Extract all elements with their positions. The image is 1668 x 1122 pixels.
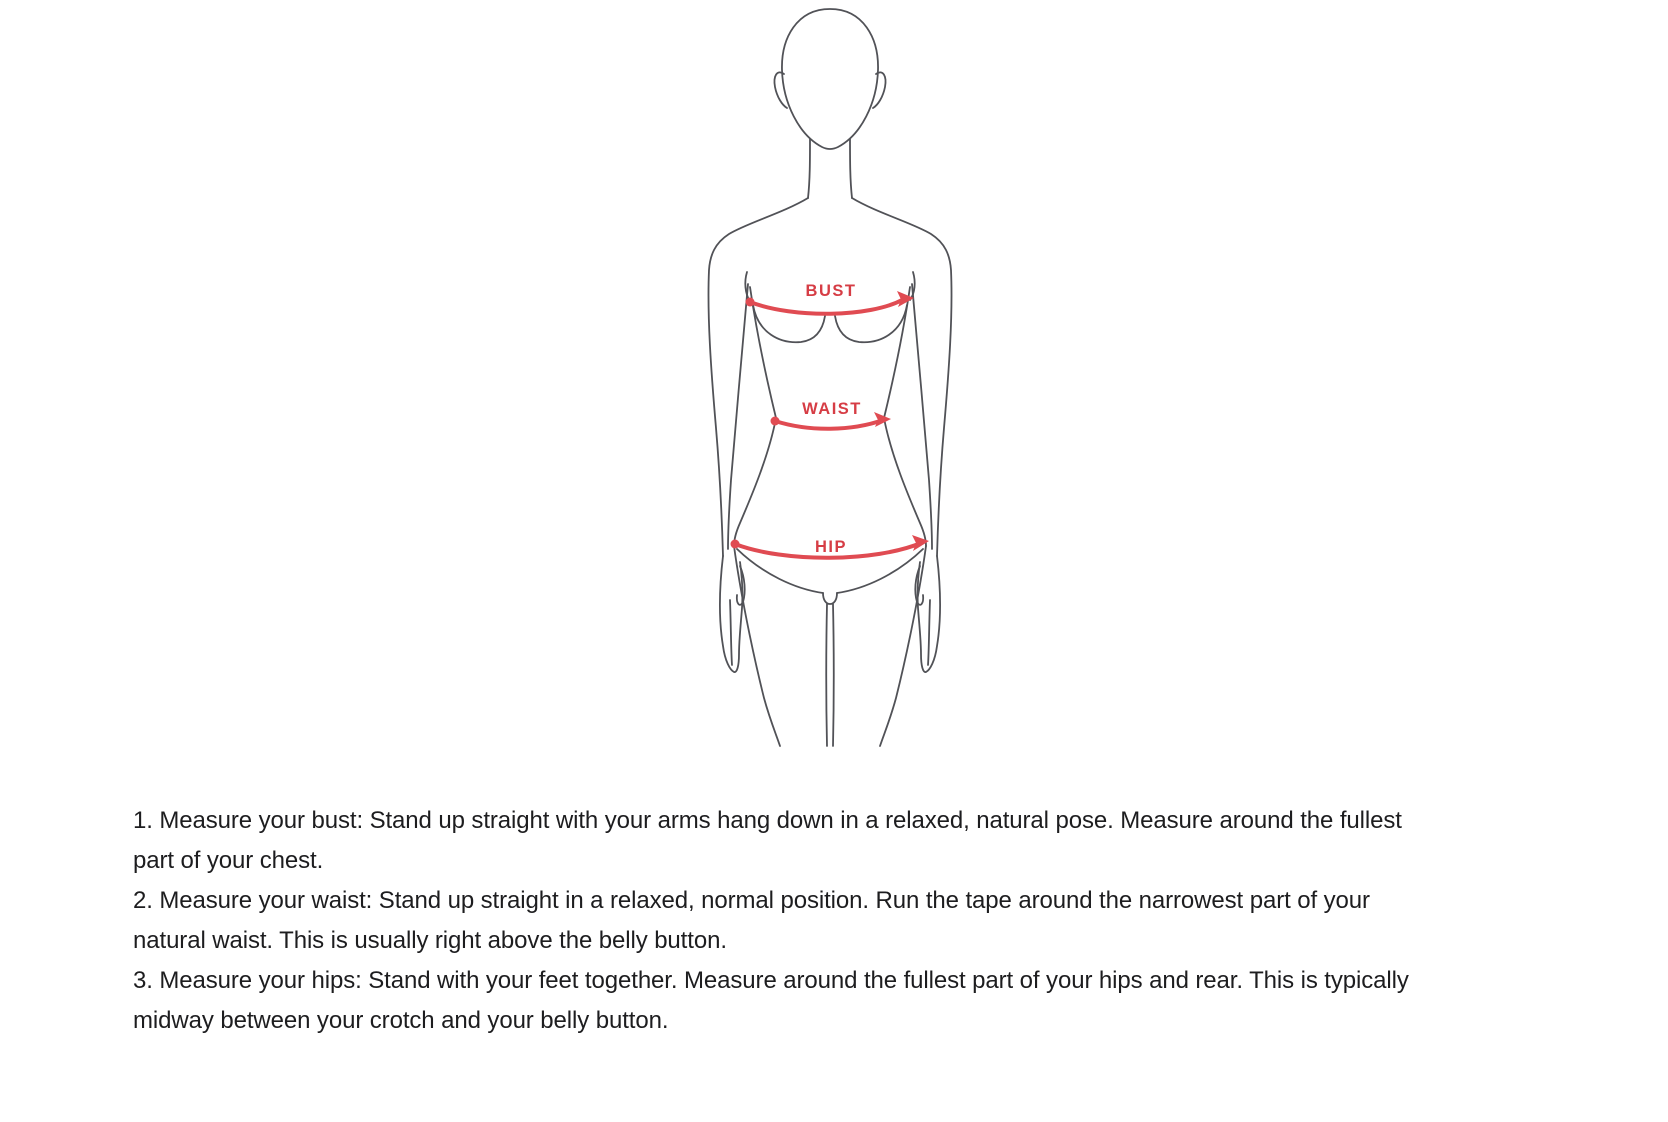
instruction-line: 2. Measure your waist: Stand up straight in a relaxed, normal position. Run the tape around the narrowest part of your bbox=[133, 887, 1370, 914]
neck-left bbox=[808, 139, 810, 198]
bust-measure-dot bbox=[746, 298, 755, 307]
waist-measure-arrow bbox=[874, 412, 891, 427]
waist-measure-line bbox=[775, 420, 883, 429]
left-shoulder-arm bbox=[708, 198, 808, 556]
bust-measure-arrow bbox=[897, 291, 914, 307]
measuring-instructions bbox=[133, 801, 1593, 1041]
right-hand-finger-1 bbox=[928, 600, 930, 665]
instruction-item-hips bbox=[133, 961, 1593, 1041]
instruction-line: part of your chest. bbox=[133, 847, 324, 874]
waist-label: WAIST bbox=[802, 400, 862, 418]
head-outline bbox=[782, 9, 878, 149]
right-inner-leg bbox=[833, 604, 834, 746]
body-measurement-diagram bbox=[580, 0, 1080, 780]
figure-outline bbox=[708, 9, 951, 746]
waist-measure-dot bbox=[771, 417, 780, 426]
right-shoulder-arm bbox=[852, 198, 952, 556]
neck-right bbox=[850, 139, 852, 198]
instruction-item-waist bbox=[133, 881, 1593, 961]
instruction-line: 3. Measure your hips: Stand with your feet together. Measure around the fullest part of your hips and rear. This is typically bbox=[133, 967, 1409, 994]
left-hand-finger-1 bbox=[730, 600, 732, 665]
bust-measure-line bbox=[750, 300, 902, 314]
instruction-item-bust bbox=[133, 801, 1593, 881]
hip-measure-dot bbox=[731, 540, 740, 549]
body-diagram-svg bbox=[580, 0, 1080, 780]
hip-label: HIP bbox=[814, 538, 848, 556]
instruction-line: 1. Measure your bust: Stand up straight with your arms hang down in a relaxed, natural pose. Measure around the fullest bbox=[133, 807, 1402, 834]
left-inner-leg bbox=[826, 604, 827, 746]
instruction-line: natural waist. This is usually right above the belly button. bbox=[133, 927, 727, 954]
right-hip-side bbox=[884, 418, 926, 546]
bust-label: BUST bbox=[805, 282, 857, 300]
instruction-line: midway between your crotch and your belly button. bbox=[133, 1007, 669, 1034]
crotch-curve bbox=[823, 593, 837, 604]
left-hip-side bbox=[734, 418, 776, 546]
